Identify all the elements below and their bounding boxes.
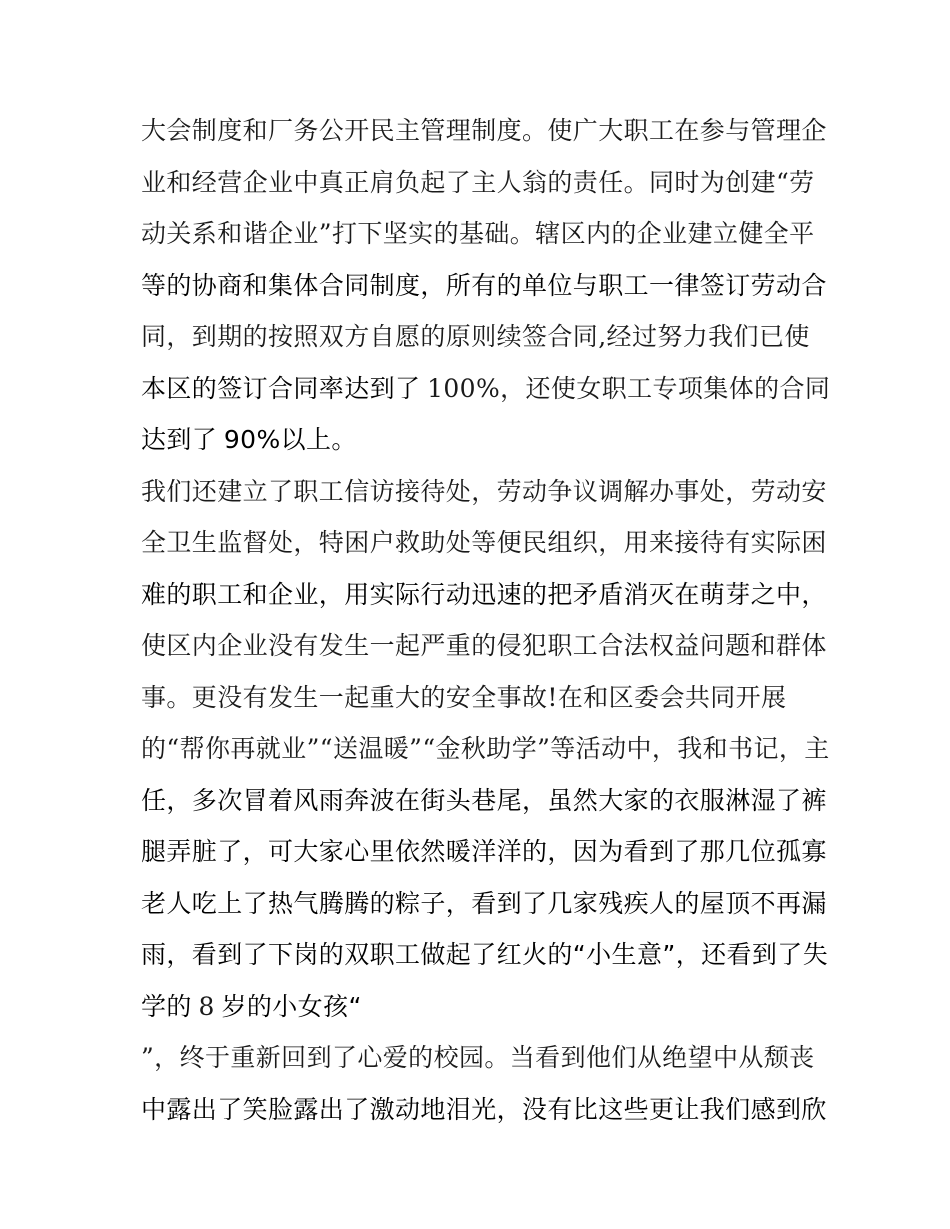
text-line: 难的职工和企业，用实际行动迅速的把矛盾消灭在萌芽之中，	[141, 579, 827, 609]
text-line: 等的协商和集体合同制度，所有的单位与职工一律签订劳动合	[141, 270, 827, 300]
text-run: 学的	[141, 991, 192, 1021]
text-run: 岁的小女孩“	[221, 991, 362, 1021]
text-line: ”，终于重新回到了心爱的校园。当看到他们从绝望中从颓丧	[141, 1043, 815, 1072]
text-line: 雨，看到了下岗的双职工做起了红火的“小生意”，还看到了失	[141, 940, 829, 969]
text-line: 使区内企业没有发生一起严重的侵犯职工合法权益问题和群体	[141, 631, 827, 660]
text-line	[141, 981, 831, 1033]
text-run: 达到了	[141, 425, 218, 454]
text-line: 老人吃上了热气腾腾的粽子，看到了几家残疾人的屋顶不再漏	[141, 888, 827, 918]
text-run: 8	[198, 991, 215, 1021]
text-line: 腿弄脏了，可大家心里依然暖洋洋的，因为看到了那几位孤寡	[141, 837, 827, 866]
document-body	[141, 105, 831, 1135]
text-line: 任，多次冒着风雨奔波在街头巷尾，虽然大家的衣服淋湿了裤	[141, 785, 827, 815]
text-line: 全卫生监督处，特困户救助处等便民组织，用来接待有实际困	[141, 528, 827, 557]
text-run: 本区的签订合同率达到了	[141, 373, 421, 403]
text-line	[141, 414, 831, 466]
text-line: 的“帮你再就业”“送温暖”“金秋助学”等活动中，我和书记，主	[141, 734, 830, 763]
text-line: 大会制度和厂务公开民主管理制度。使广大职工在参与管理企	[141, 116, 827, 145]
text-run: 100%，还使女职工专项集体的合同	[427, 373, 831, 403]
text-line: 我们还建立了职工信访接待处，劳动争议调解办事处，劳动安	[141, 476, 827, 506]
text-line: 事。更没有发生一起重大的安全事故!在和区委会共同开展	[141, 682, 787, 712]
text-run: 90%以上。	[223, 425, 357, 454]
text-line: 中露出了笑脸露出了激动地泪光，没有比这些更让我们感到欣	[141, 1094, 827, 1124]
text-line: 动关系和谐企业”打下坚实的基础。辖区内的企业建立健全平	[141, 219, 815, 248]
text-line: 业和经营企业中真正肩负起了主人翁的责任。同时为创建“劳	[141, 167, 815, 197]
text-line: 同，到期的按照双方自愿的原则续签合同,经过努力我们已使	[141, 322, 810, 351]
text-line	[141, 363, 831, 415]
